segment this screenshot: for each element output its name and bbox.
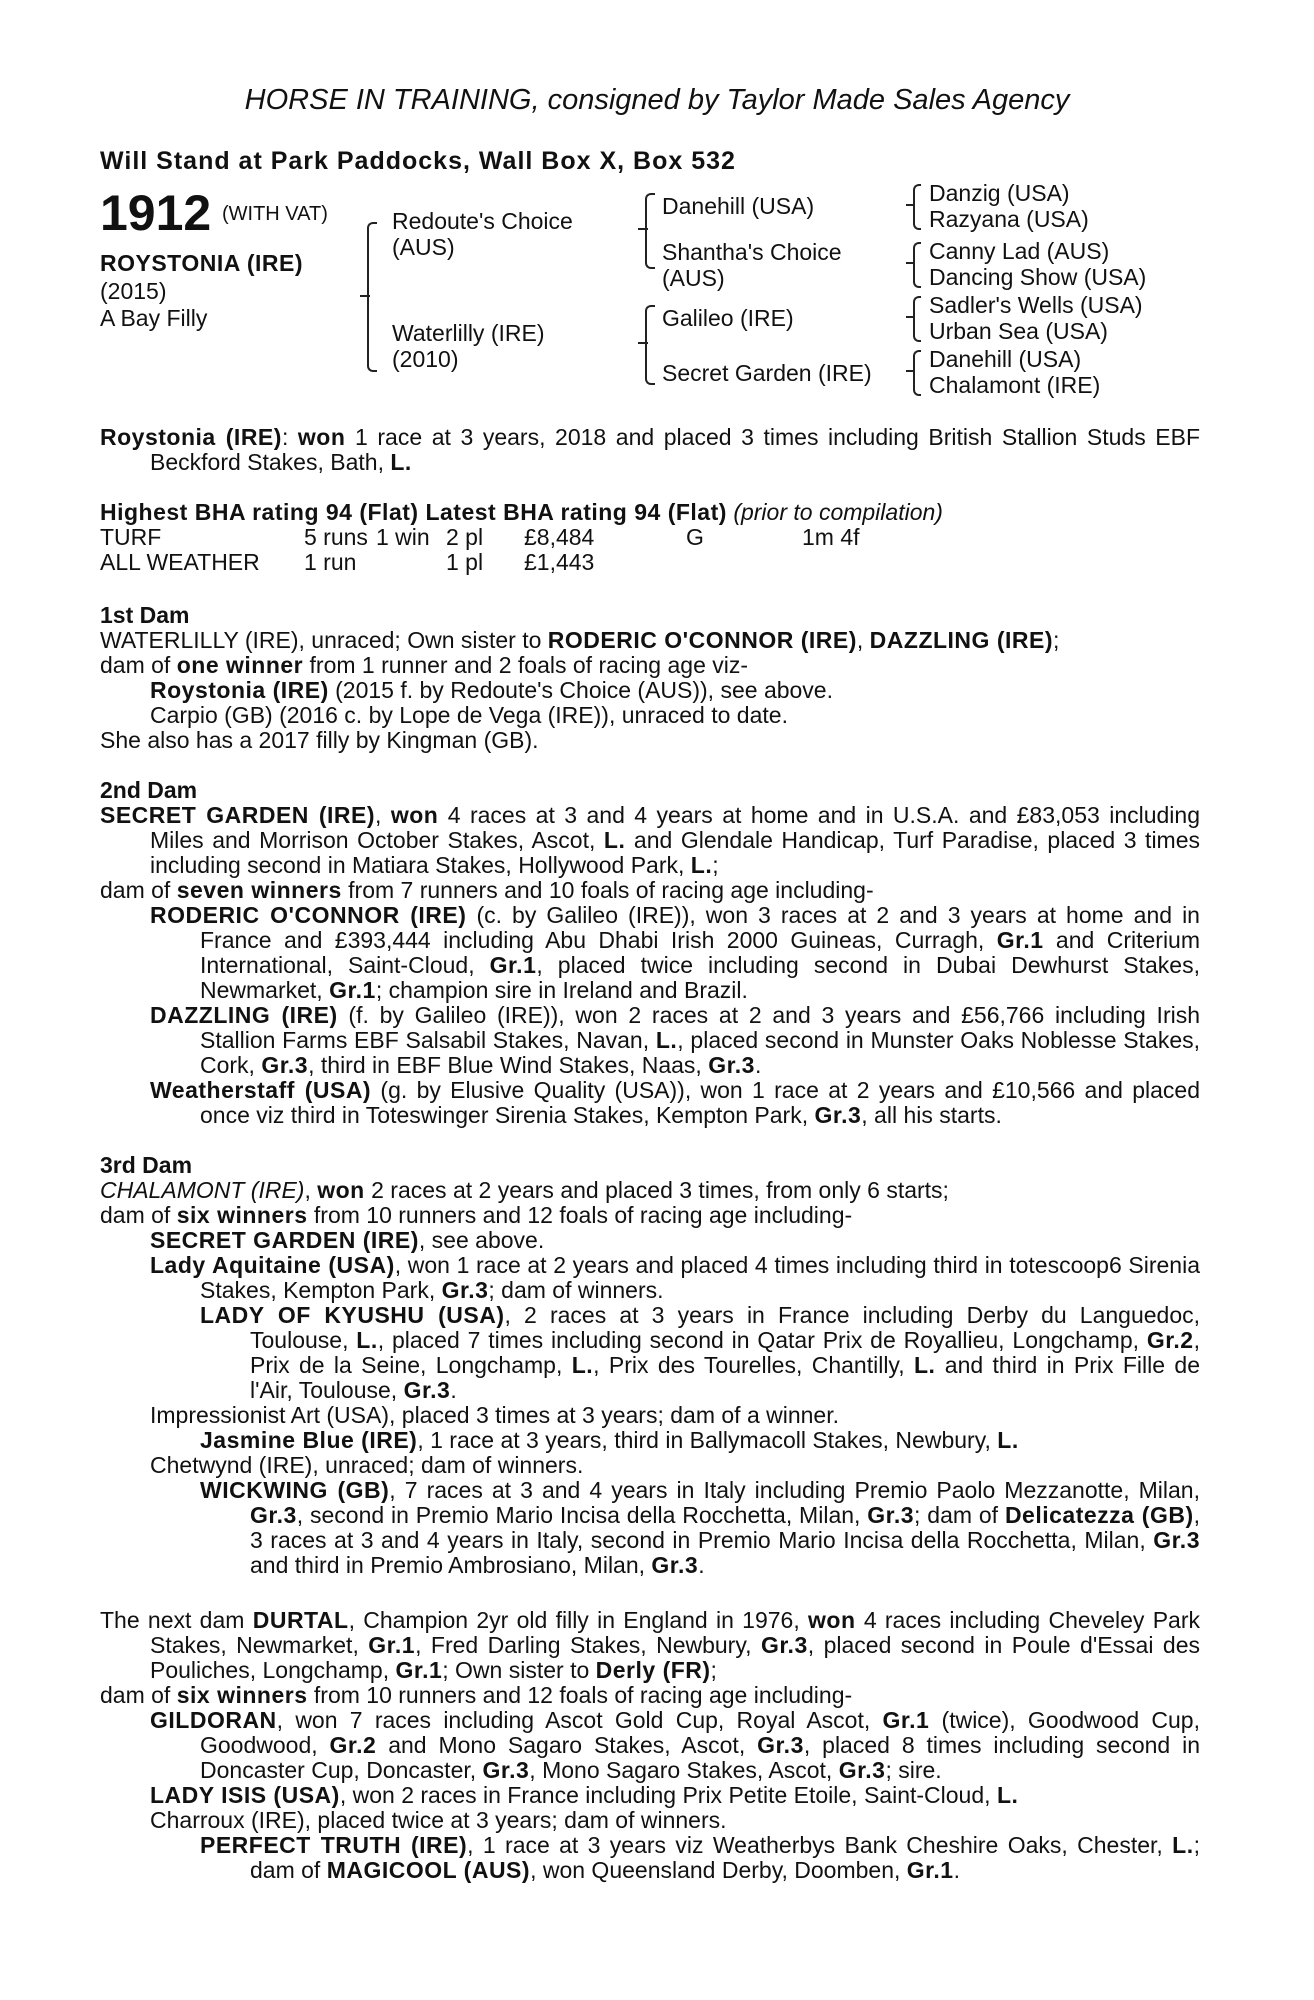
summary-name: Roystonia (IRE) [100, 424, 282, 450]
bracket-tip [906, 316, 914, 328]
horse-year: (2015) [100, 278, 167, 304]
bracket [913, 184, 921, 230]
text: dam of [100, 877, 177, 903]
grade: Gr.3 [1153, 1527, 1200, 1553]
summary-won: won [297, 424, 346, 450]
bracket-tip [906, 370, 914, 382]
grade: Gr.3 [760, 1632, 808, 1658]
pedigree-g8: Chalamont (IRE) [929, 372, 1101, 398]
record-cell: TURF [100, 524, 162, 550]
bracket-tip [360, 295, 370, 307]
bracket-tip [906, 204, 914, 216]
vat-note: (WITH VAT) [222, 203, 328, 225]
text: , Mono Sagaro Stakes, Ascot, [529, 1757, 839, 1783]
progeny-entry: Impressionist Art (USA), placed 3 times at 3 years; dam of a winner. [150, 1402, 840, 1428]
summary-text: 1 race at 3 years, 2018 and placed 3 times including British Stallion Studs EBF Beckford Stakes, Bath, [150, 424, 1201, 475]
progeny-name: Lady Aquitaine (USA) [150, 1252, 395, 1278]
progeny-name: Roystonia (IRE) [150, 677, 329, 703]
second-dam-section [100, 778, 1200, 1128]
horse-link: DURTAL [252, 1607, 349, 1633]
pedigree-g2: Razyana (USA) [929, 206, 1089, 232]
record-cell: £8,484 [524, 524, 595, 550]
text: from 10 runners and 12 foals of racing age including- [307, 1202, 853, 1228]
section-title: 1st Dam [100, 602, 190, 628]
text: ; sire. [885, 1757, 942, 1783]
text: and Mono Sagaro Stakes, Ascot, [376, 1732, 758, 1758]
section-title: 2nd Dam [100, 777, 198, 803]
progeny-name: WICKWING (GB) [200, 1477, 390, 1503]
text: , third in EBF Blue Wind Stakes, Naas, [308, 1052, 709, 1078]
text: The next dam [100, 1607, 253, 1633]
record-cell [376, 550, 446, 575]
horse-link: CHALAMONT (IRE) [100, 1177, 305, 1203]
third-dam-section [100, 1153, 1200, 1578]
page-header: HORSE IN TRAINING, consigned by Taylor Made Sales Agency [244, 84, 1070, 116]
grade: Gr.3 [708, 1052, 755, 1078]
pedigree-g1: Danzig (USA) [929, 180, 1070, 206]
section-title: 3rd Dam [100, 1152, 193, 1178]
grade: L. [996, 1782, 1019, 1808]
bracket-tip [638, 342, 648, 354]
record-cell: ALL WEATHER [100, 549, 260, 575]
won-label: won [317, 1177, 365, 1203]
text: . [953, 1857, 960, 1883]
text: ; Own sister to [442, 1657, 596, 1683]
progeny-entry: Charroux (IRE), placed twice at 3 years; dam of winners. [150, 1807, 727, 1833]
text: , placed twice including second in Dubai Dewhurst Stakes, Newmarket, [200, 952, 1200, 1003]
text: ; dam of winners. [488, 1277, 664, 1303]
text: , placed 7 times including second in Qatar Prix de Royallieu, Longchamp, [377, 1327, 1147, 1353]
grade: Gr.1 [906, 1857, 954, 1883]
grade: Gr.1 [329, 977, 376, 1003]
text: , 3 races at 3 and 4 years in Italy, second in Premio Mario Incisa della Rocchetta, Milan, [250, 1502, 1201, 1553]
text: 4 races including Cheveley Park Stakes, Newmarket, [150, 1607, 1200, 1658]
pedigree-sire-dam-1: Shantha's Choice [662, 239, 842, 265]
text: , won 1 race at 2 years and placed 4 times including third in totescoop6 Sirenia Stakes, Kempton Park, [200, 1252, 1200, 1303]
summary-listed: L. [390, 449, 412, 475]
text: 4 races at 3 and 4 years at home and in U.S.A. and £83,053 including Miles and Morrison October Stakes, Ascot, [150, 802, 1201, 853]
grade: Gr.3 [261, 1052, 309, 1078]
pedigree-g7: Danehill (USA) [929, 346, 1082, 372]
text: . [698, 1552, 705, 1578]
record-cell: £1,443 [524, 549, 595, 575]
text: dam of [100, 1202, 177, 1228]
race-record-table [100, 525, 860, 575]
grade: Gr.2 [1146, 1327, 1194, 1353]
pedigree-g4: Dancing Show (USA) [929, 264, 1147, 290]
text: , Fred Darling Stakes, Newbury, [415, 1632, 761, 1658]
pedigree-sire-dam-2: (AUS) [662, 265, 725, 291]
text: 2 races at 2 years and placed 3 times, from only 6 starts; [364, 1177, 949, 1203]
winner-count: one winner [176, 652, 304, 678]
text: from 1 runner and 2 foals of racing age viz- [303, 652, 749, 678]
text: from 10 runners and 12 foals of racing age including- [307, 1682, 853, 1708]
race-summary: Roystonia (IRE): won 1 race at 3 years, 2018 and placed 3 times including British Stallion Studs EBF Beckford Stakes, Bath, L. [100, 424, 1201, 475]
text: ; dam of [250, 1832, 1200, 1883]
horse-link: SECRET GARDEN (IRE) [100, 802, 375, 828]
text: ; [710, 1657, 717, 1683]
record-cell [802, 550, 860, 575]
horse-link: DAZZLING (IRE) [869, 627, 1053, 653]
grade: L. [356, 1327, 378, 1353]
pedigree-g3: Canny Lad (AUS) [929, 238, 1110, 264]
grade: L. [655, 1027, 678, 1053]
record-cell: 1 pl [446, 549, 484, 575]
text: , [375, 802, 391, 828]
progeny-name: DAZZLING (IRE) [150, 1002, 338, 1028]
text: (twice), Goodwood Cup, Goodwood, [200, 1707, 1200, 1758]
grade: Gr.3 [651, 1552, 699, 1578]
horse-link: Derly (FR) [595, 1657, 711, 1683]
grade: Gr.1 [882, 1707, 930, 1733]
bracket [913, 296, 921, 342]
grade: Gr.3 [814, 1102, 862, 1128]
text: , won 7 races including Ascot Gold Cup, Royal Ascot, [276, 1707, 883, 1733]
text: , Prix des Tourelles, Chantilly, [593, 1352, 914, 1378]
text: , 1 race at 3 years, third in Ballymacoll Stakes, Newbury, [417, 1427, 998, 1453]
grade: Gr.3 [403, 1377, 451, 1403]
record-cell: 1m 4f [802, 524, 860, 550]
text: , see above. [418, 1227, 545, 1253]
grade: Gr.3 [482, 1757, 530, 1783]
lot-number: 1912 [100, 185, 212, 241]
text: , Champion 2yr old filly in England in 1976, [348, 1607, 809, 1633]
rating-note: (prior to compilation) [733, 499, 943, 525]
grade: Gr.2 [329, 1732, 377, 1758]
text: She also has a 2017 filly by Kingman (GB). [100, 727, 539, 753]
bracket [913, 242, 921, 288]
text: , [856, 627, 870, 653]
text: and Glendale Handicap, Turf Paradise, placed 3 times including second in Matiara Stakes, Hollywood Park, [150, 827, 1201, 878]
grade: L. [603, 827, 626, 853]
grade: Gr.3 [441, 1277, 489, 1303]
grade: Gr.3 [250, 1502, 297, 1528]
text: ; dam of [914, 1502, 1005, 1528]
text: , [304, 1177, 318, 1203]
first-dam-section [100, 603, 1200, 753]
rating-section [100, 500, 1200, 575]
record-cell: 5 runs [304, 524, 368, 550]
text: , won Queensland Derby, Doomben, [530, 1857, 907, 1883]
grade: Gr.1 [368, 1632, 416, 1658]
text: , placed second in Munster Oaks Noblesse Stakes, Cork, [200, 1027, 1200, 1078]
progeny-name: LADY ISIS (USA) [150, 1782, 340, 1808]
progeny-name: SECRET GARDEN (IRE) [150, 1227, 419, 1253]
progeny-name: Jasmine Blue (IRE) [200, 1427, 418, 1453]
pedigree-g5: Sadler's Wells (USA) [929, 292, 1143, 318]
pedigree-dam-2: (2010) [392, 346, 459, 372]
pedigree-dam-dam: Secret Garden (IRE) [662, 360, 872, 386]
text: , placed second in Poule d'Essai des Pouliches, Longchamp, [150, 1632, 1200, 1683]
grade: Gr.3 [757, 1732, 804, 1758]
progeny-name: RODERIC O'CONNOR (IRE) [150, 902, 467, 928]
record-cell: 1 win [376, 524, 430, 550]
progeny-name: MAGICOOL (AUS) [326, 1857, 531, 1883]
text: , won 2 races in France including Prix Petite Etoile, Saint-Cloud, [339, 1782, 997, 1808]
grade: L. [913, 1352, 936, 1378]
progeny-name: GILDORAN [150, 1707, 277, 1733]
horse-name: ROYSTONIA (IRE) [100, 250, 304, 276]
text: and third in Prix Fille de l'Air, Toulouse, [250, 1352, 1200, 1403]
record-cell [686, 550, 802, 575]
text: , placed 8 times including second in Doncaster Cup, Doncaster, [200, 1732, 1201, 1783]
grade: Gr.1 [489, 952, 537, 978]
table-row [100, 550, 860, 575]
text: (2015 f. by Redoute's Choice (AUS)), see above. [328, 677, 833, 703]
record-cell: G [686, 524, 704, 550]
text: . [450, 1377, 457, 1403]
text: , 2 races at 3 years in France including Derby du Languedoc, Toulouse, [250, 1302, 1201, 1353]
grade: L. [690, 852, 713, 878]
text: WATERLILLY (IRE), unraced; Own sister to [100, 627, 548, 653]
text: dam of [100, 1682, 177, 1708]
text: ; [712, 852, 719, 878]
text: dam of [100, 652, 177, 678]
text: ; [1052, 627, 1060, 653]
horse-link: RODERIC O'CONNOR (IRE) [547, 627, 857, 653]
grade: L. [997, 1427, 1019, 1453]
grade: Gr.1 [996, 927, 1044, 953]
text: (g. by Elusive Quality (USA)), won 1 race at 2 years and £10,566 and placed once viz third in Toteswinger Sirenia Stakes, Kempton Park, [200, 1077, 1201, 1128]
text: , 7 races at 3 and 4 years in Italy including Premio Paolo Mezzanotte, Milan, [389, 1477, 1200, 1503]
bracket-tip [906, 262, 914, 274]
text: (f. by Galileo (IRE)), won 2 races at 2 and 3 years and £56,766 including Irish Stallion Farms EBF Salsabil Stakes, Navan, [200, 1002, 1200, 1053]
grade: Gr.3 [867, 1502, 915, 1528]
record-cell: 2 pl [446, 524, 484, 550]
text: (c. by Galileo (IRE)), won 3 races at 2 and 3 years at home and in France and £393,444 including Abu Dhabi Irish 2000 Guineas, Curragh, [200, 902, 1200, 953]
won-label: won [390, 802, 439, 828]
record-cell: 1 run [304, 549, 357, 575]
progeny-name: LADY OF KYUSHU (USA) [200, 1302, 505, 1328]
text: from 7 runners and 10 foals of racing age including- [341, 877, 874, 903]
progeny-name: Weatherstaff (USA) [150, 1077, 372, 1103]
horse-description: A Bay Filly [100, 305, 208, 331]
text: , all his starts. [861, 1102, 1002, 1128]
next-dam-section [100, 1608, 1200, 1883]
grade: L. [1172, 1832, 1194, 1858]
progeny-name: PERFECT TRUTH (IRE) [200, 1832, 468, 1858]
table-row [100, 525, 860, 550]
pedigree-dam-sire: Galileo (IRE) [662, 305, 794, 331]
winner-count: seven winners [176, 877, 342, 903]
stand-location: Will Stand at Park Paddocks, Wall Box X, Box 532 [100, 147, 736, 175]
progeny-entry: Chetwynd (IRE), unraced; dam of winners. [150, 1452, 584, 1478]
grade: Gr.3 [838, 1757, 886, 1783]
text: and Criterium International, Saint-Cloud, [200, 927, 1201, 978]
pedigree-sire-1: Redoute's Choice [392, 208, 573, 234]
text: and third in Premio Ambrosiano, Milan, [250, 1552, 652, 1578]
text: , Prix de la Seine, Longchamp, [250, 1327, 1200, 1378]
pedigree-sire-2: (AUS) [392, 234, 455, 260]
grade: Gr.1 [395, 1657, 443, 1683]
pedigree-sire-sire: Danehill (USA) [662, 193, 815, 219]
text: , second in Premio Mario Incisa della Rocchetta, Milan, [296, 1502, 868, 1528]
progeny-entry: Carpio (GB) (2016 c. by Lope de Vega (IRE)), unraced to date. [150, 702, 788, 728]
pedigree-dam-1: Waterlilly (IRE) [392, 320, 545, 346]
winner-count: six winners [176, 1202, 308, 1228]
text: . [754, 1052, 762, 1078]
text: , 1 race at 3 years viz Weatherbys Bank Cheshire Oaks, Chester, [467, 1832, 1173, 1858]
progeny-name: Delicatezza (GB) [1004, 1502, 1194, 1528]
bracket [913, 350, 921, 396]
text: ; champion sire in Ireland and Brazil. [375, 977, 748, 1003]
rating-text: Highest BHA rating 94 (Flat) Latest BHA rating 94 (Flat) [100, 499, 727, 525]
pedigree-g6: Urban Sea (USA) [929, 318, 1108, 344]
bracket-tip [638, 228, 648, 240]
winner-count: six winners [176, 1682, 308, 1708]
won-label: won [808, 1607, 856, 1633]
grade: L. [571, 1352, 594, 1378]
